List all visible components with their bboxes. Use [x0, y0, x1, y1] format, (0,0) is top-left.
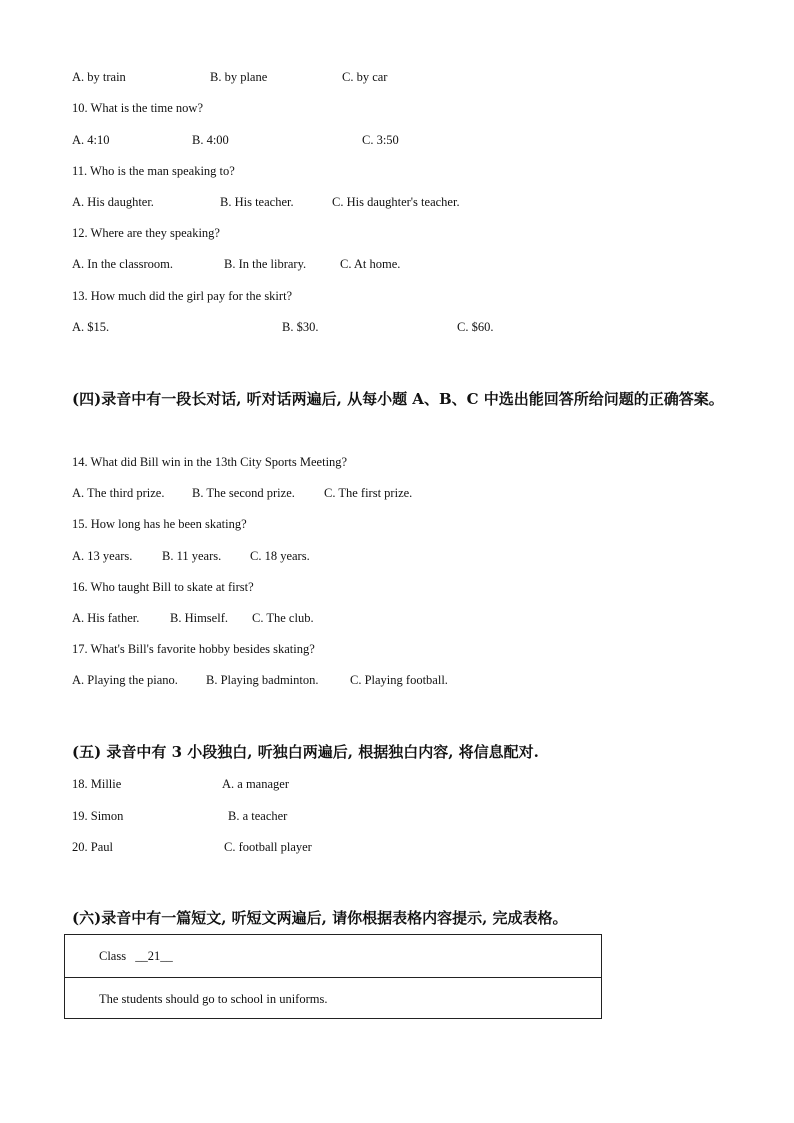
table-cell	[99, 948, 173, 964]
q12-option-c: C. At home.	[340, 257, 401, 271]
q11-option-a: A. His daughter.	[72, 195, 154, 209]
q14-option-b: B. The second prize.	[192, 486, 295, 500]
q9-option-b: B. by plane	[210, 70, 268, 84]
q17-option-c: C. Playing football.	[350, 673, 448, 687]
q9-option-c: C. by car	[342, 70, 388, 84]
q10-option-c: C. 3:50	[362, 133, 399, 147]
q17-option-a: A. Playing the piano.	[72, 673, 178, 687]
q13-question: 13. How much did the girl pay for the skirt?	[72, 289, 293, 303]
q12-option-b: B. In the library.	[224, 257, 307, 271]
match-item-left: 19. Simon	[72, 809, 124, 823]
q10-question: 10. What is the time now?	[72, 101, 203, 115]
q10-option-a: A. 4:10	[72, 133, 110, 147]
q15-option-b: B. 11 years.	[162, 549, 222, 563]
q16-option-c: C. The club.	[252, 611, 314, 625]
q13-option-b: B. $30.	[282, 320, 319, 334]
q17-question: 17. What's Bill's favorite hobby besides skating?	[72, 642, 315, 656]
q15-question: 15. How long has he been skating?	[72, 517, 247, 531]
q16-question: 16. Who taught Bill to skate at first?	[72, 580, 254, 594]
q14-question: 14. What did Bill win in the 13th City Sports Meeting?	[72, 455, 348, 469]
q10-option-b: B. 4:00	[192, 133, 229, 147]
q16-option-a: A. His father.	[72, 611, 140, 625]
q13-option-a: A. $15.	[72, 320, 110, 334]
table-cell-text: The students should go to school in uniforms.	[99, 992, 328, 1006]
part5-heading: (五) 录音中有 3 小段独白, 听独白两遍后, 根据独白内容, 将信息配对.	[72, 743, 539, 761]
match-item-right: B. a teacher	[228, 809, 288, 823]
q15-option-a: A. 13 years.	[72, 549, 133, 563]
q9-option-a: A. by train	[72, 70, 126, 84]
match-item-left: 20. Paul	[72, 840, 113, 854]
q14-option-a: A. The third prize.	[72, 486, 165, 500]
q12-option-a: A. In the classroom.	[72, 257, 174, 271]
q15-option-c: C. 18 years.	[250, 549, 310, 563]
part4-heading: (四)录音中有一段长对话, 听对话两遍后, 从每小题 A、B、C 中选出能回答所给问题的正确答案。	[72, 390, 724, 408]
q11-question: 11. Who is the man speaking to?	[72, 164, 235, 178]
q11-option-b: B. His teacher.	[220, 195, 294, 209]
answer-table	[64, 934, 602, 1019]
q11-option-c: C. His daughter's teacher.	[332, 195, 460, 209]
table-row	[65, 977, 601, 1020]
q12-question: 12. Where are they speaking?	[72, 226, 220, 240]
match-item-right: A. a manager	[222, 777, 289, 791]
table-row	[65, 935, 601, 977]
answer-blank-21[interactable]: __21__	[135, 949, 173, 963]
match-item-left: 18. Millie	[72, 777, 122, 791]
q16-option-b: B. Himself.	[170, 611, 228, 625]
q14-option-c: C. The first prize.	[324, 486, 413, 500]
match-item-right: C. football player	[224, 840, 312, 854]
q13-option-c: C. $60.	[457, 320, 494, 334]
class-label: Class	[99, 949, 127, 963]
part6-heading: (六)录音中有一篇短文, 听短文两遍后, 请你根据表格内容提示, 完成表格。	[72, 909, 568, 927]
q17-option-b: B. Playing badminton.	[206, 673, 319, 687]
